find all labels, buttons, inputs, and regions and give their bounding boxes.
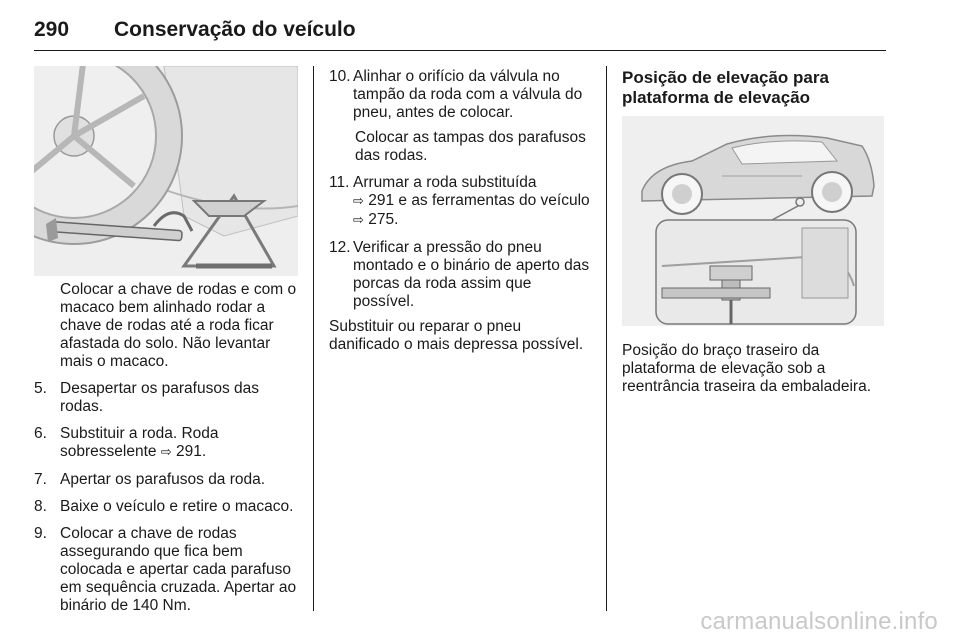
step-11	[329, 174, 595, 230]
steps-list-3	[329, 174, 595, 311]
page-reference-icon[interactable]: ⇨	[353, 194, 364, 209]
steps-list-2	[329, 68, 595, 122]
step-text: Alinhar o orifício da válvula no tampão da roda com a válvula do pneu, antes de colocar.	[353, 68, 583, 121]
watermark-text: carmanualsonline.info	[700, 608, 938, 635]
intro-paragraph: Colocar a chave de rodas e com o macaco bem alinhado rodar a chave de rodas até a roda ficar afastada do solo. Não levantar mais o macaco.	[60, 281, 297, 370]
page-number: 290	[34, 18, 70, 41]
step-text: Substituir a roda. Roda sobresselente	[60, 425, 219, 460]
step-text: Verificar a pressão do pneu montado e o binário de aperto das porcas da roda assim que possível.	[353, 239, 590, 310]
step-7	[34, 471, 302, 489]
page-reference-link[interactable]: 275.	[368, 211, 399, 228]
step-10-note: Colocar as tampas dos parafusos das rodas.	[355, 129, 586, 164]
column-2	[329, 68, 595, 363]
step-text: Baixe o veículo e retire o macaco.	[60, 498, 294, 515]
lift-platform-illustration	[622, 116, 884, 326]
column-3	[622, 68, 884, 108]
step-number: 10.	[329, 68, 351, 85]
step-number: 11.	[329, 174, 350, 191]
step-10	[329, 68, 595, 122]
steps-list-1	[34, 380, 302, 615]
page-reference-link[interactable]: 291.	[176, 443, 207, 460]
page-title: Conservação do veículo	[114, 18, 356, 41]
step-number: 5.	[34, 380, 47, 397]
page-reference-link[interactable]: 291 e as ferramentas do veículo	[368, 192, 590, 209]
page-reference-icon[interactable]: ⇨	[160, 445, 172, 460]
column-divider-1	[313, 66, 314, 611]
figure-caption-wrap	[622, 342, 884, 405]
step-text: Colocar a chave de rodas assegurando que fica bem colocada e apertar cada parafuso em sequência cruzada. Apertar ao binário de 140 Nm.	[60, 525, 297, 614]
step-text: Apertar os parafusos da roda.	[60, 471, 266, 488]
jack-illustration	[34, 66, 298, 276]
step-8	[34, 498, 302, 516]
step-12	[329, 239, 595, 311]
step-number: 8.	[34, 498, 47, 515]
section-heading: Posição de elevação para plataforma de elevação	[622, 68, 829, 107]
step-5	[34, 380, 302, 416]
column-divider-2	[606, 66, 607, 611]
step-text: Arrumar a roda substituída	[353, 174, 537, 191]
step-text: Desapertar os parafusos das rodas.	[60, 380, 260, 415]
step-6	[34, 425, 302, 462]
step-9	[34, 525, 302, 615]
step-number: 6.	[34, 425, 47, 442]
column-1	[34, 281, 302, 624]
step-number: 7.	[34, 471, 47, 488]
step-number: 9.	[34, 525, 47, 542]
step-number: 12.	[329, 239, 351, 256]
closing-paragraph: Substituir ou reparar o pneu danificado o mais depressa possível.	[329, 318, 584, 353]
figure-caption: Posição do braço traseiro da plataforma de elevação sob a reentrância traseira da embaladeira.	[622, 342, 871, 395]
page-reference-icon[interactable]: ⇨	[353, 213, 364, 228]
page-header	[34, 14, 886, 51]
